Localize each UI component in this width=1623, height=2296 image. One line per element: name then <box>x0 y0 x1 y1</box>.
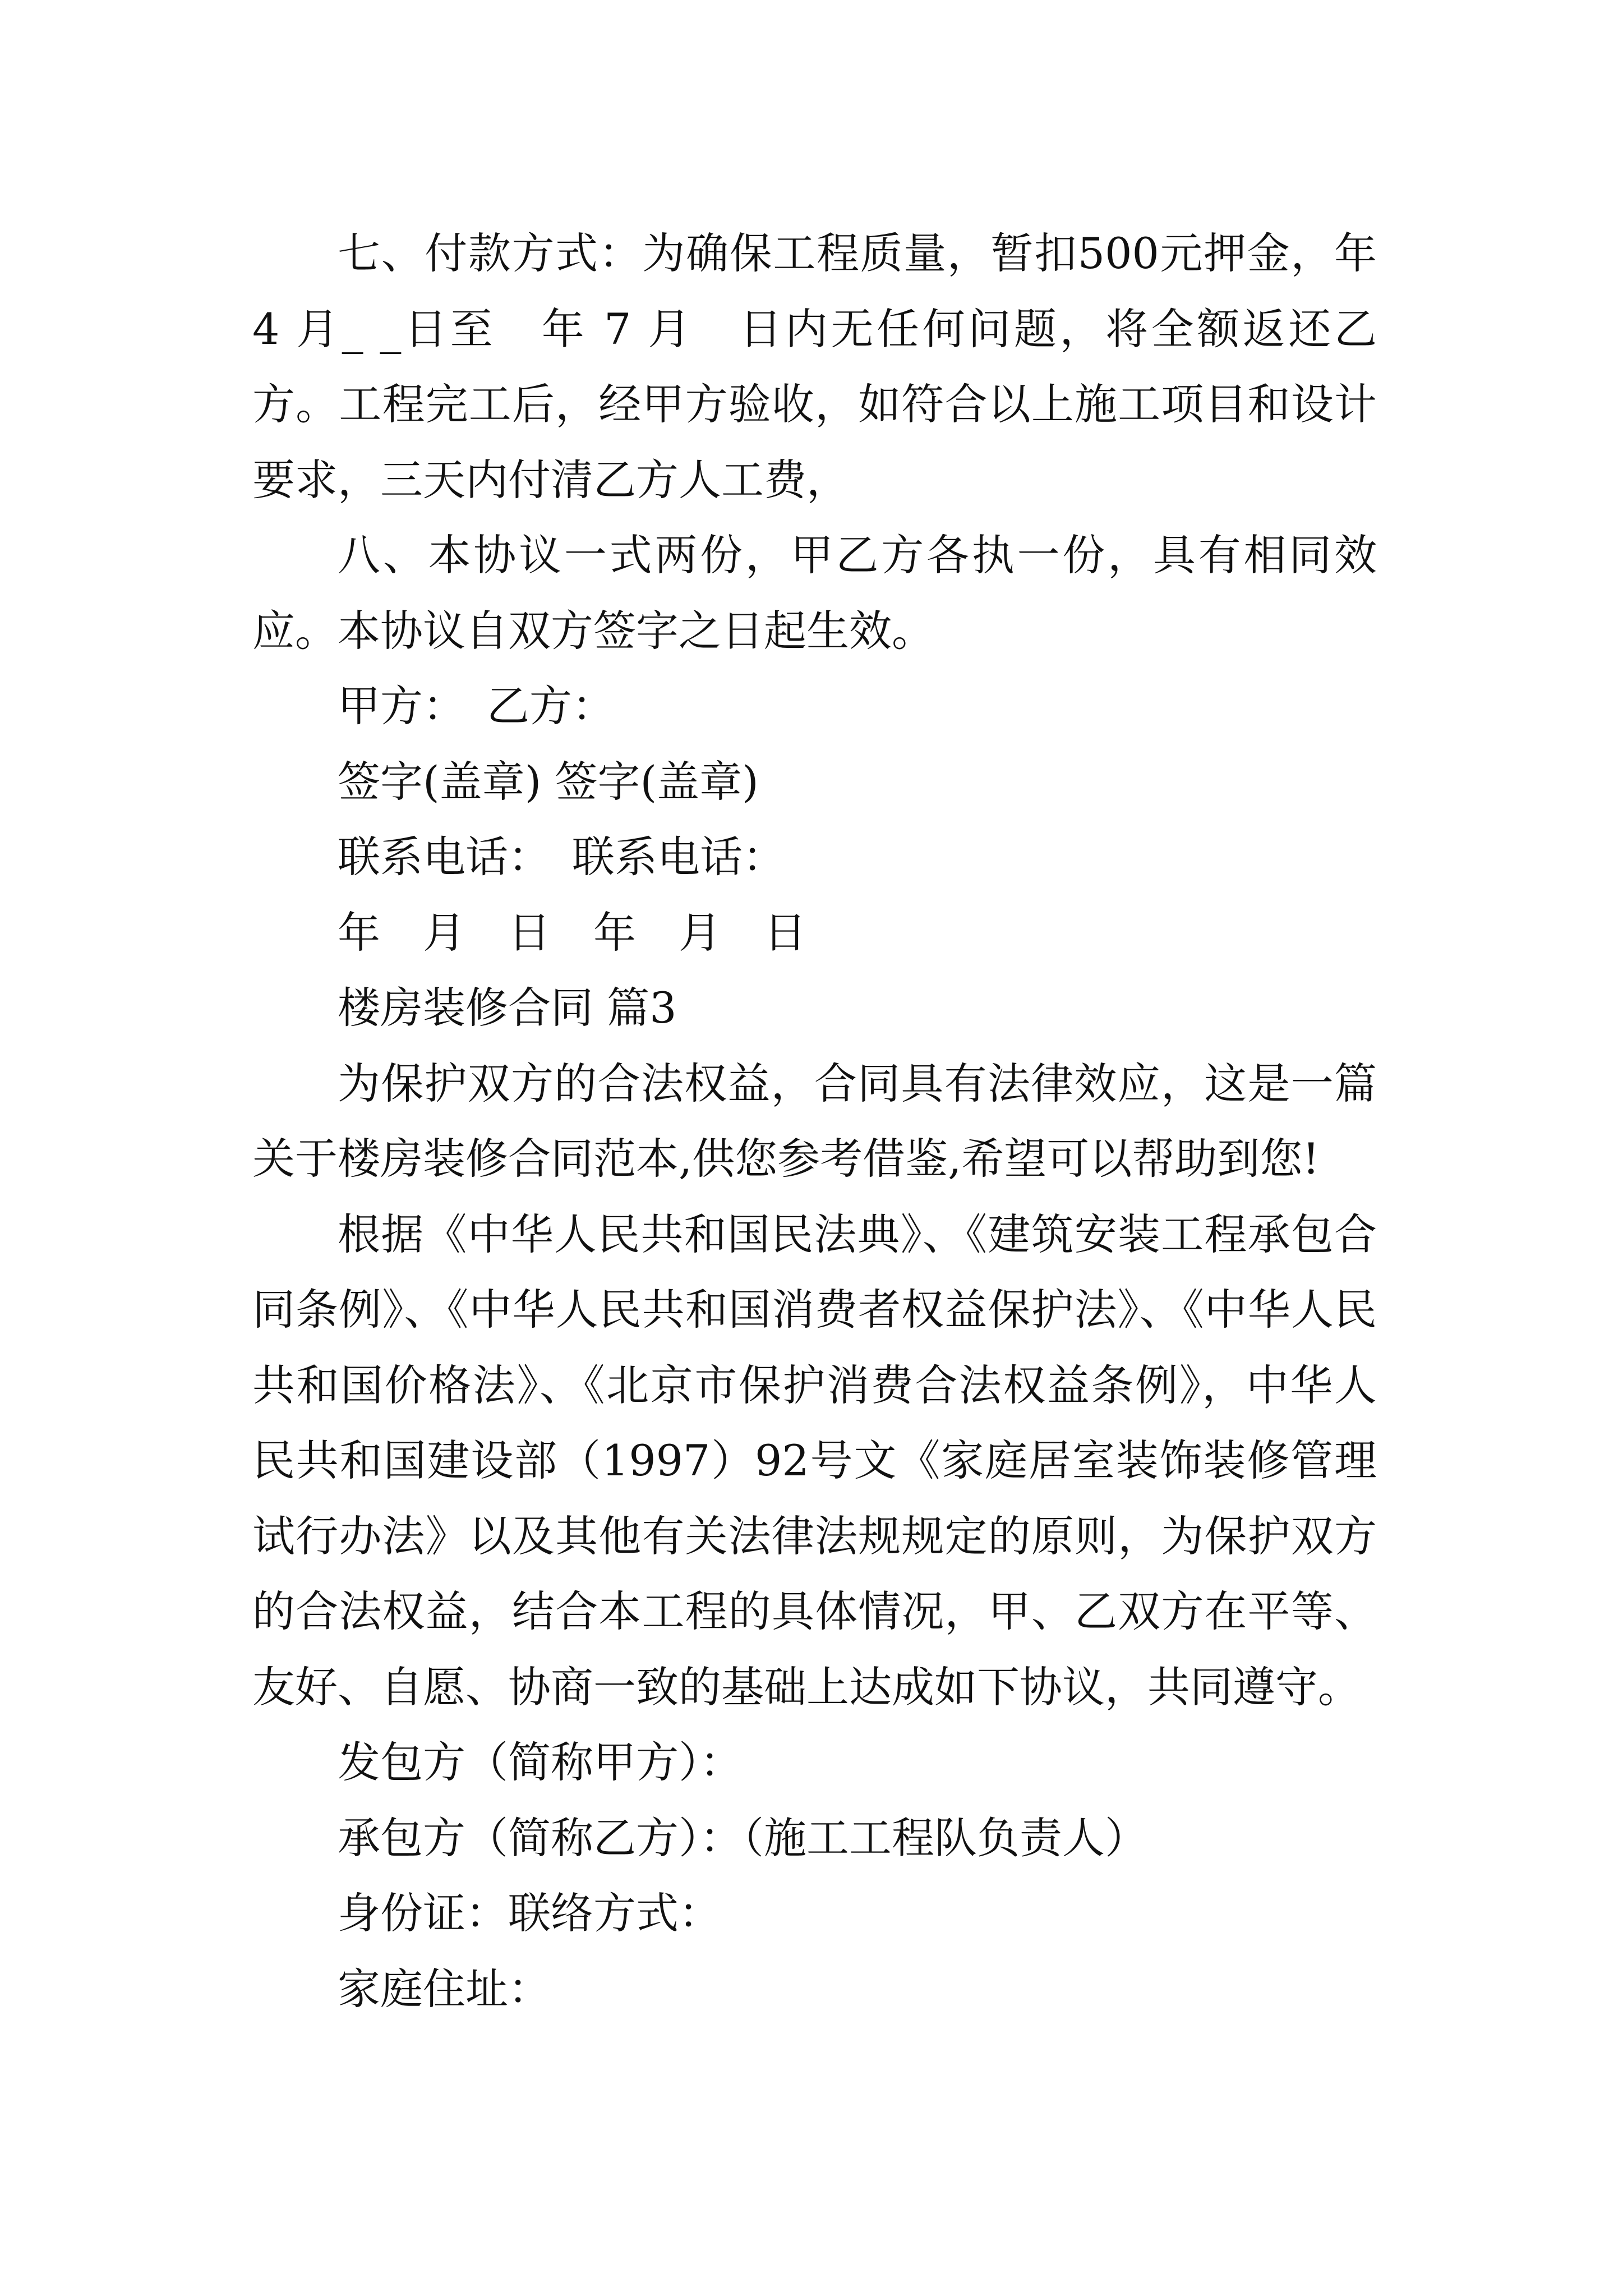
section-heading: 楼房装修合同 篇3 <box>338 983 677 1033</box>
date-line: 年 月 日 年 月 日 <box>338 907 806 958</box>
id-contact-line: 身份证：联络方式： <box>338 1888 721 1938</box>
document-body <box>252 216 1377 2027</box>
home-address-line: 家庭住址： <box>338 1963 551 2014</box>
contracting-party-a-line: 发包方（简称甲方）： <box>338 1737 743 1787</box>
copies-effect-paragraph: 八、本协议一式两份，甲乙方各执一份，具有相同效应。本协议自双方签字之日起生效。 <box>252 530 1377 656</box>
signature-line: 签字(盖章) 签字(盖章) <box>338 756 759 807</box>
contracting-party-b-line: 承包方（简称乙方）：（施工工程队负责人） <box>338 1812 1147 1863</box>
party-labels-line: 甲方： 乙方： <box>338 681 615 731</box>
legal-basis-paragraph: 根据《中华人民共和国民法典》、《建筑安装工程承包合同条例》、《中华人民共和国消费者权益保护法》、《中华人民共和国价格法》、《北京市保护消费合法权益条例》，中华人民共和国建设部（1997）92号文《家庭居室装饰装修管理试行办法》以及其他有关法律法规规定的原则，为保护双方的合法权益，结合本工程的具体情况，甲、乙双方在平等、友好、自愿、协商一致的基础上达成如下协议，共同遵守。 <box>252 1209 1377 1712</box>
phone-line: 联系电话： 联系电话： <box>338 832 785 882</box>
intro-paragraph: 为保护双方的合法权益，合同具有法律效应，这是一篇关于楼房装修合同范本,供您参考借鉴,希望可以帮助到您! <box>252 1058 1377 1184</box>
payment-terms-paragraph: 七、付款方式：为确保工程质量，暂扣500元押金，年 4 月_ _日至 年 7 月 日内无任何问题，将全额返还乙方。工程完工后，经甲方验收，如符合以上施工项目和设计要求，三天内付清乙方人工费， <box>252 228 1377 505</box>
